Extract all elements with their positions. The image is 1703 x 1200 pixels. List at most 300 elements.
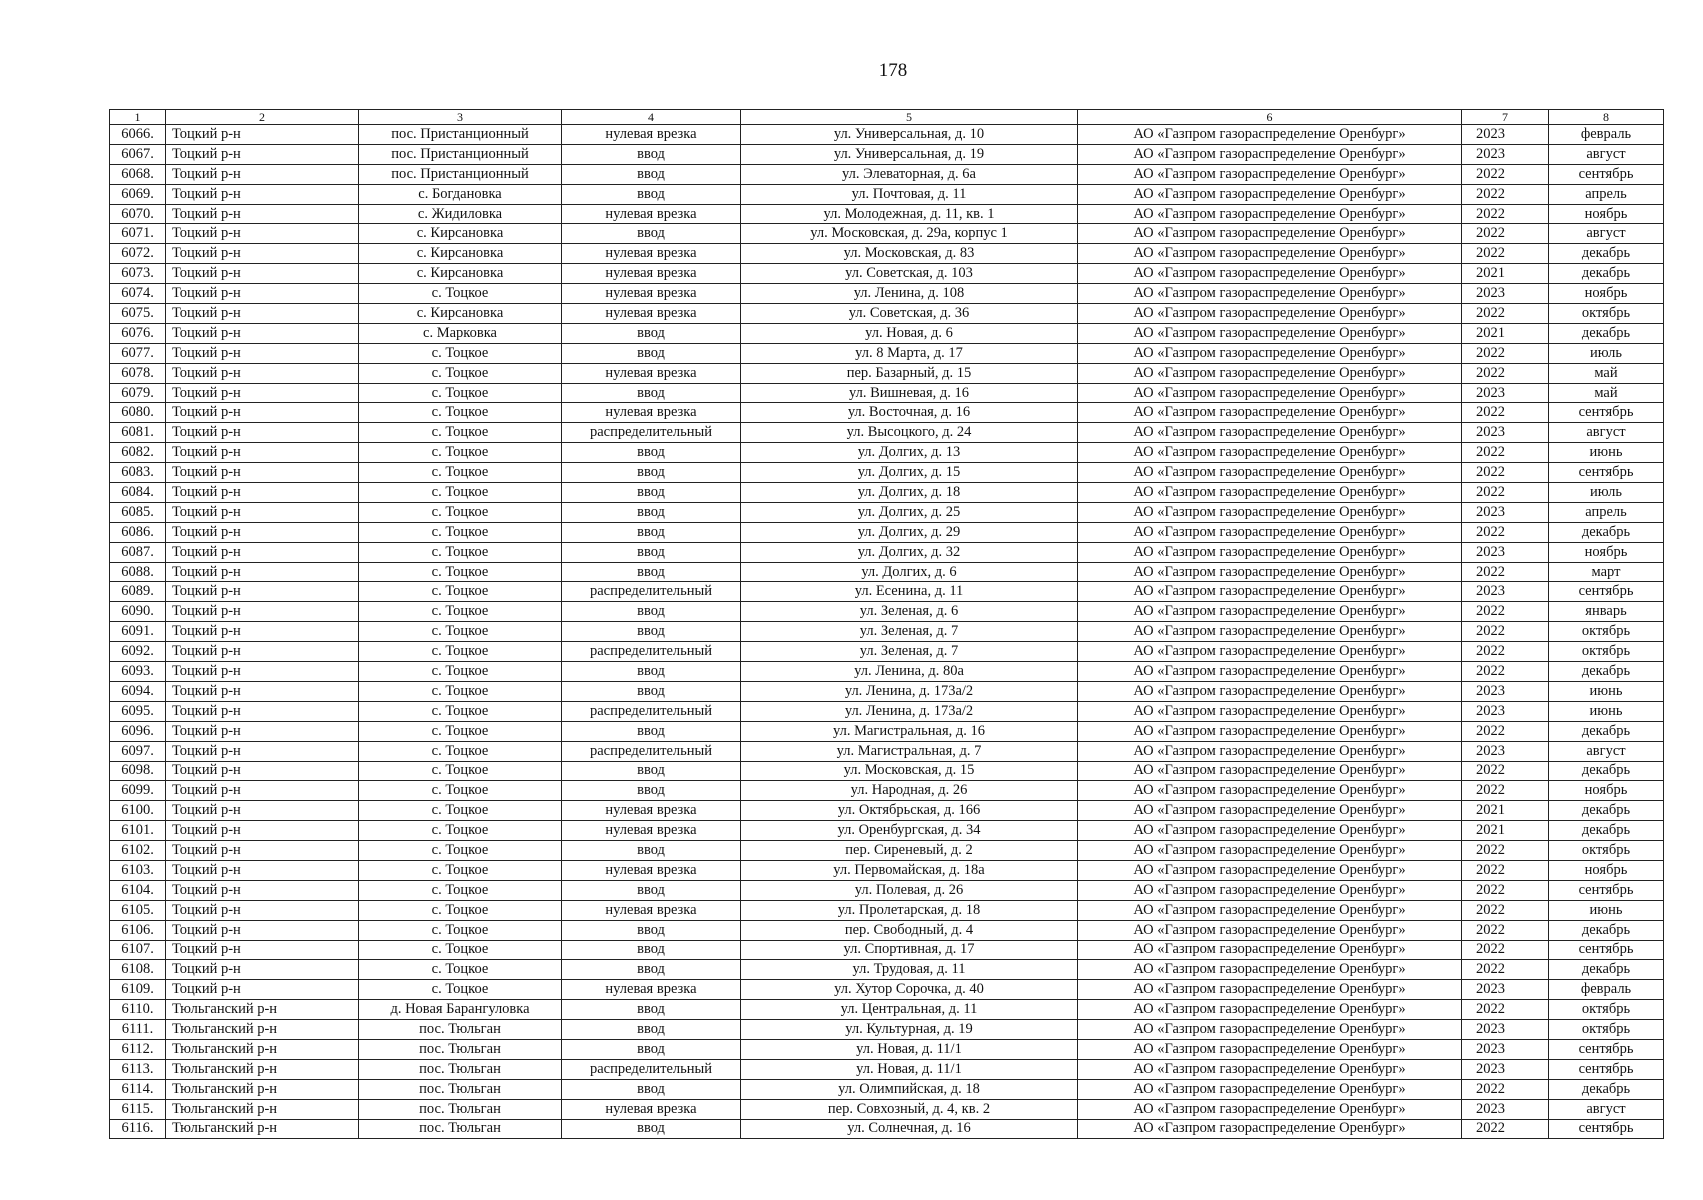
page-number: 178 bbox=[878, 60, 908, 81]
row-number: 6066. bbox=[110, 125, 166, 145]
organization-cell: АО «Газпром газораспределение Оренбург» bbox=[1078, 463, 1462, 483]
row-number: 6074. bbox=[110, 284, 166, 304]
settlement-cell: с. Тоцкое bbox=[359, 761, 562, 781]
year-cell: 2022 bbox=[1462, 841, 1549, 861]
settlement-cell: с. Богдановка bbox=[359, 184, 562, 204]
address-cell: ул. Московская, д. 29а, корпус 1 bbox=[741, 224, 1078, 244]
settlement-cell: с. Тоцкое bbox=[359, 363, 562, 383]
organization-cell: АО «Газпром газораспределение Оренбург» bbox=[1078, 642, 1462, 662]
address-cell: ул. Полевая, д. 26 bbox=[741, 880, 1078, 900]
table-row bbox=[110, 900, 1664, 920]
settlement-cell: с. Кирсановка bbox=[359, 264, 562, 284]
settlement-cell: с. Тоцкое bbox=[359, 423, 562, 443]
year-cell: 2023 bbox=[1462, 1039, 1549, 1059]
address-cell: ул. Долгих, д. 32 bbox=[741, 542, 1078, 562]
organization-cell: АО «Газпром газораспределение Оренбург» bbox=[1078, 522, 1462, 542]
table-row bbox=[110, 602, 1664, 622]
year-cell: 2022 bbox=[1462, 642, 1549, 662]
organization-cell: АО «Газпром газораспределение Оренбург» bbox=[1078, 1079, 1462, 1099]
connection-type-cell: ввод bbox=[562, 1000, 741, 1020]
organization-cell: АО «Газпром газораспределение Оренбург» bbox=[1078, 662, 1462, 682]
address-cell: ул. Вишневая, д. 16 bbox=[741, 383, 1078, 403]
organization-cell: АО «Газпром газораспределение Оренбург» bbox=[1078, 144, 1462, 164]
district-cell: Тоцкий р-н bbox=[166, 662, 359, 682]
table-row bbox=[110, 781, 1664, 801]
district-cell: Тоцкий р-н bbox=[166, 701, 359, 721]
table-row bbox=[110, 304, 1664, 324]
organization-cell: АО «Газпром газораспределение Оренбург» bbox=[1078, 801, 1462, 821]
settlement-cell: с. Тоцкое bbox=[359, 522, 562, 542]
district-cell: Тоцкий р-н bbox=[166, 144, 359, 164]
connection-type-cell: ввод bbox=[562, 940, 741, 960]
district-cell: Тоцкий р-н bbox=[166, 284, 359, 304]
settlement-cell: с. Тоцкое bbox=[359, 960, 562, 980]
settlement-cell: с. Жидиловка bbox=[359, 204, 562, 224]
district-cell: Тоцкий р-н bbox=[166, 343, 359, 363]
address-cell: ул. Пролетарская, д. 18 bbox=[741, 900, 1078, 920]
address-cell: ул. Новая, д. 11/1 bbox=[741, 1039, 1078, 1059]
connection-type-cell: ввод bbox=[562, 483, 741, 503]
settlement-cell: с. Тоцкое bbox=[359, 880, 562, 900]
address-cell: ул. Долгих, д. 18 bbox=[741, 483, 1078, 503]
connection-type-cell: ввод bbox=[562, 761, 741, 781]
connection-type-cell: нулевая врезка bbox=[562, 204, 741, 224]
district-cell: Тоцкий р-н bbox=[166, 940, 359, 960]
table-row bbox=[110, 880, 1664, 900]
row-number: 6103. bbox=[110, 860, 166, 880]
address-cell: ул. Молодежная, д. 11, кв. 1 bbox=[741, 204, 1078, 224]
month-cell: ноябрь bbox=[1549, 860, 1664, 880]
table-row bbox=[110, 363, 1664, 383]
settlement-cell: с. Тоцкое bbox=[359, 284, 562, 304]
month-cell: август bbox=[1549, 144, 1664, 164]
month-cell: ноябрь bbox=[1549, 542, 1664, 562]
month-cell: октябрь bbox=[1549, 304, 1664, 324]
settlement-cell: с. Тоцкое bbox=[359, 821, 562, 841]
row-number: 6087. bbox=[110, 542, 166, 562]
row-number: 6097. bbox=[110, 741, 166, 761]
column-header: 2 bbox=[166, 110, 359, 125]
address-cell: ул. Трудовая, д. 11 bbox=[741, 960, 1078, 980]
district-cell: Тоцкий р-н bbox=[166, 323, 359, 343]
column-header: 4 bbox=[562, 110, 741, 125]
settlement-cell: с. Тоцкое bbox=[359, 582, 562, 602]
year-cell: 2022 bbox=[1462, 920, 1549, 940]
column-header: 3 bbox=[359, 110, 562, 125]
connection-type-cell: распределительный bbox=[562, 1059, 741, 1079]
connection-type-cell: ввод bbox=[562, 1020, 741, 1040]
address-cell: ул. Московская, д. 15 bbox=[741, 761, 1078, 781]
year-cell: 2022 bbox=[1462, 761, 1549, 781]
row-number: 6085. bbox=[110, 502, 166, 522]
row-number: 6075. bbox=[110, 304, 166, 324]
column-header: 8 bbox=[1549, 110, 1664, 125]
connection-type-cell: ввод bbox=[562, 224, 741, 244]
year-cell: 2023 bbox=[1462, 144, 1549, 164]
month-cell: декабрь bbox=[1549, 920, 1664, 940]
address-cell: ул. Ленина, д. 80а bbox=[741, 662, 1078, 682]
month-cell: март bbox=[1549, 562, 1664, 582]
organization-cell: АО «Газпром газораспределение Оренбург» bbox=[1078, 423, 1462, 443]
settlement-cell: с. Тоцкое bbox=[359, 483, 562, 503]
district-cell: Тоцкий р-н bbox=[166, 920, 359, 940]
district-cell: Тоцкий р-н bbox=[166, 562, 359, 582]
row-number: 6100. bbox=[110, 801, 166, 821]
row-number: 6088. bbox=[110, 562, 166, 582]
address-cell: ул. Оренбургская, д. 34 bbox=[741, 821, 1078, 841]
organization-cell: АО «Газпром газораспределение Оренбург» bbox=[1078, 562, 1462, 582]
address-cell: пер. Свободный, д. 4 bbox=[741, 920, 1078, 940]
table-row bbox=[110, 1039, 1664, 1059]
month-cell: август bbox=[1549, 741, 1664, 761]
month-cell: июль bbox=[1549, 483, 1664, 503]
district-cell: Тоцкий р-н bbox=[166, 522, 359, 542]
table-row bbox=[110, 1020, 1664, 1040]
district-cell: Тоцкий р-н bbox=[166, 860, 359, 880]
district-cell: Тоцкий р-н bbox=[166, 204, 359, 224]
month-cell: октябрь bbox=[1549, 1020, 1664, 1040]
settlement-cell: с. Тоцкое bbox=[359, 502, 562, 522]
row-number: 6084. bbox=[110, 483, 166, 503]
row-number: 6114. bbox=[110, 1079, 166, 1099]
month-cell: декабрь bbox=[1549, 801, 1664, 821]
district-cell: Тоцкий р-н bbox=[166, 781, 359, 801]
row-number: 6079. bbox=[110, 383, 166, 403]
settlement-cell: с. Тоцкое bbox=[359, 741, 562, 761]
district-cell: Тоцкий р-н bbox=[166, 681, 359, 701]
settlement-cell: с. Тоцкое bbox=[359, 602, 562, 622]
row-number: 6089. bbox=[110, 582, 166, 602]
organization-cell: АО «Газпром газораспределение Оренбург» bbox=[1078, 721, 1462, 741]
year-cell: 2022 bbox=[1462, 1000, 1549, 1020]
month-cell: сентябрь bbox=[1549, 1119, 1664, 1139]
organization-cell: АО «Газпром газораспределение Оренбург» bbox=[1078, 363, 1462, 383]
organization-cell: АО «Газпром газораспределение Оренбург» bbox=[1078, 821, 1462, 841]
year-cell: 2022 bbox=[1462, 463, 1549, 483]
year-cell: 2022 bbox=[1462, 403, 1549, 423]
year-cell: 2021 bbox=[1462, 801, 1549, 821]
year-cell: 2022 bbox=[1462, 900, 1549, 920]
connection-type-cell: нулевая врезка bbox=[562, 284, 741, 304]
district-cell: Тоцкий р-н bbox=[166, 602, 359, 622]
organization-cell: АО «Газпром газораспределение Оренбург» bbox=[1078, 761, 1462, 781]
row-number: 6115. bbox=[110, 1099, 166, 1119]
settlement-cell: пос. Пристанционный bbox=[359, 144, 562, 164]
table-row bbox=[110, 860, 1664, 880]
settlement-cell: с. Кирсановка bbox=[359, 244, 562, 264]
month-cell: май bbox=[1549, 363, 1664, 383]
connection-type-cell: распределительный bbox=[562, 701, 741, 721]
year-cell: 2023 bbox=[1462, 582, 1549, 602]
connection-type-cell: нулевая врезка bbox=[562, 1099, 741, 1119]
row-number: 6110. bbox=[110, 1000, 166, 1020]
row-number: 6077. bbox=[110, 343, 166, 363]
connection-type-cell: нулевая врезка bbox=[562, 980, 741, 1000]
connection-type-cell: ввод bbox=[562, 1039, 741, 1059]
district-cell: Тоцкий р-н bbox=[166, 125, 359, 145]
district-cell: Тюльганский р-н bbox=[166, 1079, 359, 1099]
settlement-cell: с. Тоцкое bbox=[359, 860, 562, 880]
district-cell: Тюльганский р-н bbox=[166, 1039, 359, 1059]
row-number: 6108. bbox=[110, 960, 166, 980]
settlement-cell: с. Тоцкое bbox=[359, 841, 562, 861]
year-cell: 2023 bbox=[1462, 741, 1549, 761]
address-cell: ул. Долгих, д. 25 bbox=[741, 502, 1078, 522]
row-number: 6090. bbox=[110, 602, 166, 622]
row-number: 6093. bbox=[110, 662, 166, 682]
connection-type-cell: ввод bbox=[562, 602, 741, 622]
table-row bbox=[110, 841, 1664, 861]
settlement-cell: пос. Тюльган bbox=[359, 1059, 562, 1079]
settlement-cell: с. Тоцкое bbox=[359, 542, 562, 562]
district-cell: Тоцкий р-н bbox=[166, 164, 359, 184]
year-cell: 2023 bbox=[1462, 542, 1549, 562]
month-cell: февраль bbox=[1549, 125, 1664, 145]
connection-type-cell: ввод bbox=[562, 522, 741, 542]
district-cell: Тоцкий р-н bbox=[166, 403, 359, 423]
organization-cell: АО «Газпром газораспределение Оренбург» bbox=[1078, 681, 1462, 701]
connection-type-cell: ввод bbox=[562, 781, 741, 801]
year-cell: 2022 bbox=[1462, 1119, 1549, 1139]
settlement-cell: с. Тоцкое bbox=[359, 463, 562, 483]
year-cell: 2022 bbox=[1462, 304, 1549, 324]
organization-cell: АО «Газпром газораспределение Оренбург» bbox=[1078, 980, 1462, 1000]
connection-type-cell: ввод bbox=[562, 343, 741, 363]
month-cell: сентябрь bbox=[1549, 1039, 1664, 1059]
month-cell: апрель bbox=[1549, 502, 1664, 522]
year-cell: 2022 bbox=[1462, 363, 1549, 383]
month-cell: сентябрь bbox=[1549, 940, 1664, 960]
row-number: 6073. bbox=[110, 264, 166, 284]
organization-cell: АО «Газпром газораспределение Оренбург» bbox=[1078, 403, 1462, 423]
month-cell: май bbox=[1549, 383, 1664, 403]
row-number: 6083. bbox=[110, 463, 166, 483]
table-row bbox=[110, 542, 1664, 562]
table-row bbox=[110, 920, 1664, 940]
month-cell: ноябрь bbox=[1549, 284, 1664, 304]
month-cell: сентябрь bbox=[1549, 880, 1664, 900]
organization-cell: АО «Газпром газораспределение Оренбург» bbox=[1078, 323, 1462, 343]
row-number: 6071. bbox=[110, 224, 166, 244]
address-cell: ул. Зеленая, д. 6 bbox=[741, 602, 1078, 622]
district-cell: Тоцкий р-н bbox=[166, 821, 359, 841]
settlement-cell: с. Тоцкое bbox=[359, 662, 562, 682]
connection-type-cell: ввод bbox=[562, 841, 741, 861]
address-cell: ул. Магистральная, д. 16 bbox=[741, 721, 1078, 741]
connection-type-cell: нулевая врезка bbox=[562, 363, 741, 383]
connection-type-cell: нулевая врезка bbox=[562, 264, 741, 284]
organization-cell: АО «Газпром газораспределение Оренбург» bbox=[1078, 701, 1462, 721]
row-number: 6067. bbox=[110, 144, 166, 164]
district-cell: Тоцкий р-н bbox=[166, 244, 359, 264]
year-cell: 2022 bbox=[1462, 443, 1549, 463]
row-number: 6111. bbox=[110, 1020, 166, 1040]
table-row bbox=[110, 940, 1664, 960]
year-cell: 2022 bbox=[1462, 721, 1549, 741]
month-cell: октябрь bbox=[1549, 622, 1664, 642]
organization-cell: АО «Газпром газораспределение Оренбург» bbox=[1078, 164, 1462, 184]
organization-cell: АО «Газпром газораспределение Оренбург» bbox=[1078, 741, 1462, 761]
organization-cell: АО «Газпром газораспределение Оренбург» bbox=[1078, 1059, 1462, 1079]
month-cell: сентябрь bbox=[1549, 164, 1664, 184]
year-cell: 2021 bbox=[1462, 264, 1549, 284]
organization-cell: АО «Газпром газораспределение Оренбург» bbox=[1078, 343, 1462, 363]
table-row bbox=[110, 423, 1664, 443]
district-cell: Тоцкий р-н bbox=[166, 423, 359, 443]
address-cell: ул. Долгих, д. 29 bbox=[741, 522, 1078, 542]
district-cell: Тоцкий р-н bbox=[166, 582, 359, 602]
district-cell: Тоцкий р-н bbox=[166, 761, 359, 781]
month-cell: ноябрь bbox=[1549, 781, 1664, 801]
district-cell: Тоцкий р-н bbox=[166, 383, 359, 403]
address-cell: ул. Олимпийская, д. 18 bbox=[741, 1079, 1078, 1099]
year-cell: 2022 bbox=[1462, 244, 1549, 264]
address-cell: ул. Восточная, д. 16 bbox=[741, 403, 1078, 423]
organization-cell: АО «Газпром газораспределение Оренбург» bbox=[1078, 880, 1462, 900]
connection-type-cell: ввод bbox=[562, 184, 741, 204]
address-cell: ул. Ленина, д. 173а/2 bbox=[741, 701, 1078, 721]
table-row bbox=[110, 502, 1664, 522]
table-row bbox=[110, 204, 1664, 224]
month-cell: декабрь bbox=[1549, 522, 1664, 542]
district-cell: Тоцкий р-н bbox=[166, 741, 359, 761]
table-row bbox=[110, 164, 1664, 184]
organization-cell: АО «Газпром газораспределение Оренбург» bbox=[1078, 284, 1462, 304]
row-number: 6095. bbox=[110, 701, 166, 721]
row-number: 6116. bbox=[110, 1119, 166, 1139]
settlement-cell: пос. Тюльган bbox=[359, 1039, 562, 1059]
month-cell: декабрь bbox=[1549, 323, 1664, 343]
year-cell: 2022 bbox=[1462, 880, 1549, 900]
month-cell: апрель bbox=[1549, 184, 1664, 204]
connection-type-cell: ввод bbox=[562, 880, 741, 900]
settlement-cell: с. Тоцкое bbox=[359, 980, 562, 1000]
table-row bbox=[110, 343, 1664, 363]
organization-cell: АО «Газпром газораспределение Оренбург» bbox=[1078, 602, 1462, 622]
row-number: 6092. bbox=[110, 642, 166, 662]
address-cell: ул. Народная, д. 26 bbox=[741, 781, 1078, 801]
connection-type-cell: нулевая врезка bbox=[562, 821, 741, 841]
year-cell: 2022 bbox=[1462, 860, 1549, 880]
row-number: 6112. bbox=[110, 1039, 166, 1059]
year-cell: 2022 bbox=[1462, 164, 1549, 184]
settlement-cell: с. Тоцкое bbox=[359, 562, 562, 582]
organization-cell: АО «Газпром газораспределение Оренбург» bbox=[1078, 1000, 1462, 1020]
month-cell: декабрь bbox=[1549, 721, 1664, 741]
connection-type-cell: ввод bbox=[562, 443, 741, 463]
table-row bbox=[110, 443, 1664, 463]
year-cell: 2022 bbox=[1462, 602, 1549, 622]
row-number: 6105. bbox=[110, 900, 166, 920]
table-row bbox=[110, 1099, 1664, 1119]
year-cell: 2022 bbox=[1462, 1079, 1549, 1099]
connection-type-cell: ввод bbox=[562, 1119, 741, 1139]
address-cell: пер. Совхозный, д. 4, кв. 2 bbox=[741, 1099, 1078, 1119]
organization-cell: АО «Газпром газораспределение Оренбург» bbox=[1078, 383, 1462, 403]
organization-cell: АО «Газпром газораспределение Оренбург» bbox=[1078, 900, 1462, 920]
table-row bbox=[110, 960, 1664, 980]
year-cell: 2023 bbox=[1462, 701, 1549, 721]
address-cell: ул. Ленина, д. 173а/2 bbox=[741, 681, 1078, 701]
address-cell: ул. Советская, д. 36 bbox=[741, 304, 1078, 324]
address-cell: ул. Хутор Сорочка, д. 40 bbox=[741, 980, 1078, 1000]
row-number: 6107. bbox=[110, 940, 166, 960]
month-cell: декабрь bbox=[1549, 821, 1664, 841]
district-cell: Тоцкий р-н bbox=[166, 483, 359, 503]
year-cell: 2021 bbox=[1462, 821, 1549, 841]
district-cell: Тоцкий р-н bbox=[166, 363, 359, 383]
address-cell: ул. Ленина, д. 108 bbox=[741, 284, 1078, 304]
organization-cell: АО «Газпром газораспределение Оренбург» bbox=[1078, 443, 1462, 463]
settlement-cell: пос. Тюльган bbox=[359, 1099, 562, 1119]
settlement-cell: пос. Тюльган bbox=[359, 1020, 562, 1040]
district-cell: Тюльганский р-н bbox=[166, 1000, 359, 1020]
row-number: 6068. bbox=[110, 164, 166, 184]
table-row bbox=[110, 184, 1664, 204]
year-cell: 2023 bbox=[1462, 125, 1549, 145]
month-cell: август bbox=[1549, 224, 1664, 244]
row-number: 6109. bbox=[110, 980, 166, 1000]
column-header: 1 bbox=[110, 110, 166, 125]
table-row bbox=[110, 622, 1664, 642]
settlement-cell: пос. Пристанционный bbox=[359, 125, 562, 145]
year-cell: 2023 bbox=[1462, 284, 1549, 304]
district-cell: Тоцкий р-н bbox=[166, 463, 359, 483]
month-cell: июнь bbox=[1549, 443, 1664, 463]
year-cell: 2021 bbox=[1462, 323, 1549, 343]
connection-type-cell: нулевая врезка bbox=[562, 860, 741, 880]
settlement-cell: с. Марковка bbox=[359, 323, 562, 343]
row-number: 6101. bbox=[110, 821, 166, 841]
district-cell: Тоцкий р-н bbox=[166, 224, 359, 244]
district-cell: Тоцкий р-н bbox=[166, 622, 359, 642]
address-cell: ул. Магистральная, д. 7 bbox=[741, 741, 1078, 761]
address-cell: ул. Долгих, д. 15 bbox=[741, 463, 1078, 483]
address-cell: ул. Зеленая, д. 7 bbox=[741, 622, 1078, 642]
connection-type-cell: ввод bbox=[562, 662, 741, 682]
address-cell: ул. Спортивная, д. 17 bbox=[741, 940, 1078, 960]
table-row bbox=[110, 1000, 1664, 1020]
settlement-cell: с. Кирсановка bbox=[359, 304, 562, 324]
settlement-cell: с. Тоцкое bbox=[359, 801, 562, 821]
month-cell: декабрь bbox=[1549, 264, 1664, 284]
year-cell: 2023 bbox=[1462, 423, 1549, 443]
table-row bbox=[110, 642, 1664, 662]
row-number: 6096. bbox=[110, 721, 166, 741]
month-cell: ноябрь bbox=[1549, 204, 1664, 224]
month-cell: декабрь bbox=[1549, 1079, 1664, 1099]
year-cell: 2023 bbox=[1462, 681, 1549, 701]
address-cell: ул. Долгих, д. 6 bbox=[741, 562, 1078, 582]
table-row bbox=[110, 522, 1664, 542]
organization-cell: АО «Газпром газораспределение Оренбург» bbox=[1078, 224, 1462, 244]
table-row bbox=[110, 761, 1664, 781]
organization-cell: АО «Газпром газораспределение Оренбург» bbox=[1078, 1039, 1462, 1059]
settlement-cell: с. Тоцкое bbox=[359, 721, 562, 741]
address-cell: ул. Долгих, д. 13 bbox=[741, 443, 1078, 463]
address-cell: ул. Московская, д. 83 bbox=[741, 244, 1078, 264]
settlement-cell: пос. Пристанционный bbox=[359, 164, 562, 184]
connection-type-cell: ввод bbox=[562, 542, 741, 562]
connection-type-cell: ввод bbox=[562, 463, 741, 483]
row-number: 6080. bbox=[110, 403, 166, 423]
organization-cell: АО «Газпром газораспределение Оренбург» bbox=[1078, 1119, 1462, 1139]
row-number: 6070. bbox=[110, 204, 166, 224]
row-number: 6104. bbox=[110, 880, 166, 900]
month-cell: июнь bbox=[1549, 681, 1664, 701]
table-row bbox=[110, 264, 1664, 284]
address-cell: ул. Первомайская, д. 18а bbox=[741, 860, 1078, 880]
